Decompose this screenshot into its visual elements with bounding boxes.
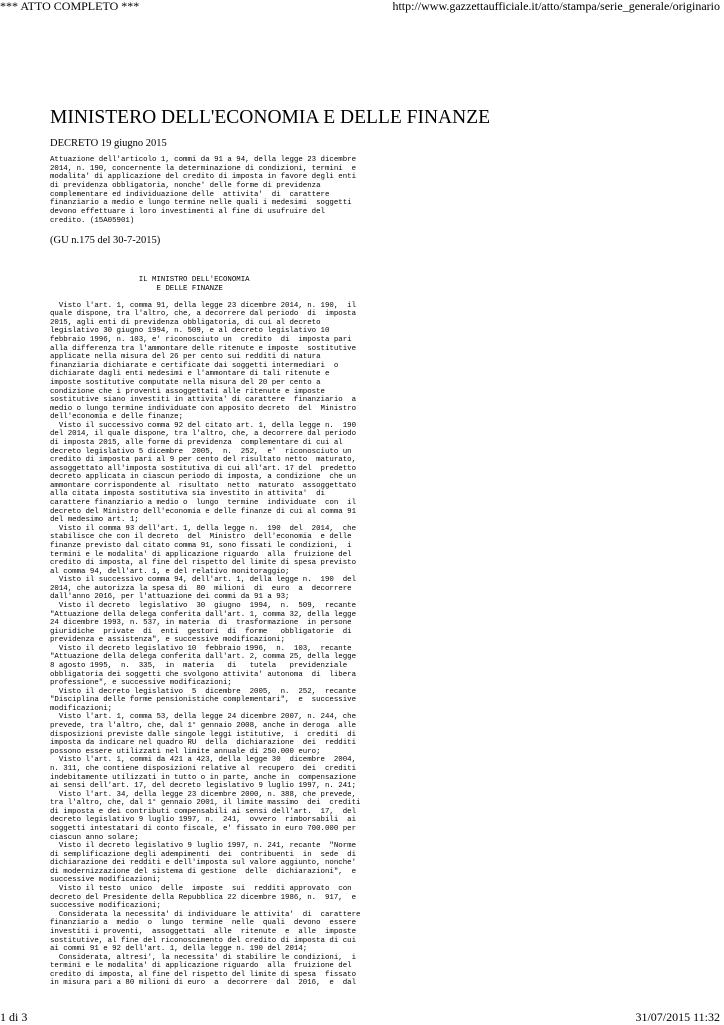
print-footer-datetime: 31/07/2015 11:32 <box>635 1010 720 1024</box>
decree-abstract: Attuazione dell'articolo 1, commi da 91 a 94, della legge 23 dicembre 2014, n. 190, concernente la determinazione di condizioni, termini e modalita' di applicazione del credito di imposta in favore degli enti di previdenza obbligatoria, nonche' delle forme di previdenza complementare ed individuazione delle attivita' di carattere finanziario a medio e lungo termine nelle quali i medesimi soggetti devono effettuare i loro investimenti al fine di usufruire del credito. (15A05901) <box>50 156 357 225</box>
print-header-url: http://www.gazzettaufficiale.it/atto/stampa/serie_generale/originario <box>392 0 720 13</box>
document-title: MINISTERO DELL'ECONOMIA E DELLE FINANZE <box>50 107 491 128</box>
decree-date: DECRETO 19 giugno 2015 <box>50 138 167 149</box>
decree-body: IL MINISTRO DELL'ECONOMIA E DELLE FINANZE Visto l'art. 1, comma 91, della legge 23 dicembre 2014, n. 190, il quale dispone, tra l'altro, che, a decorrere dal periodo di imposta 2015, agli enti di previdenza obbligatoria, di cui al decreto legislativo 30 giugno 1994, n. 509, e al decreto legislativo 10 febbraio 1996, n. 103, e' riconosciuto un credito di imposta pari alla differenza tra l'ammontare delle ritenute e imposte sostitutive applicate nella misura del 26 per cento sui redditi di natura finanziaria dichiarate e certificate dai soggetti intermediari o dichiarate dagli enti medesimi e l'ammontare di tali ritenute e imposte sostitutive computate nella misura del 20 per cento a condizione che i proventi assoggettati alle ritenute e imposte sostitutive siano investiti in attivita' di carattere finanziario a medio o lungo termine individuate con apposito decreto del Ministro dell'economia e delle finanze; Visto il successivo comma 92 del citato art. 1, della legge n. 190 del 2014, il quale dispone, tra l'altro, che, a decorrere dal periodo di imposta 2015, alle forme di previdenza complementare di cui al decreto legislativo 5 dicembre 2005, n. 252, e' riconosciuto un credito di imposta pari al 9 per cento del risultato netto maturato, assoggettato all'imposta sostitutiva di cui all'art. 17 del predetto decreto applicata in ciascun periodo di imposta, a condizione che un ammontare corrispondente al risultato netto maturato assoggettato alla citata imposta sostitutiva sia investito in attivita' di carattere finanziario a medio o lungo termine individuate con il decreto del Ministro dell'economia e delle finanze di cui al comma 91 del medesimo art. 1; Visto il comma 93 dell'art. 1, della legge n. 190 del 2014, che stabilisce che con il decreto del Ministro dell'economia e delle finanze previsto dal citato comma 91, sono fissati le condizioni, i termini e le modalita' di applicazione riguardo alla fruizione del credito di imposta, al fine del rispetto del limite di spesa previsto al comma 94, dell'art. 1, e del relativo monitoraggio; Visto il successivo comma 94, dell'art. 1, della legge n. 190 del 2014, che autorizza la spesa di 80 milioni di euro a decorrere dall'anno 2016, per l'attuazione dei commi da 91 a 93; Visto il decreto legislativo 30 giugno 1994, n. 509, recante "Attuazione della delega conferita dall'art. 1, comma 32, della legge 24 dicembre 1993, n. 537, in materia di trasformazione in persone giuridiche private di enti gestori di forme obbligatorie di previdenza e assistenza", e successive modificazioni; Visto il decreto legislativo 10 febbraio 1996, n. 103, recante "Attuazione della delega conferita dall'art. 2, comma 25, della legge 8 agosto 1995, n. 335, in materia di tutela previdenziale obbligatoria dei soggetti che svolgono attivita' autonoma di libera professione", e successive modificazioni; Visto il decreto legislativo 5 dicembre 2005, n. 252, recante "Disciplina delle forme pensionistiche complementari", e successive modificazioni; Visto l'art. 1, comma 53, della legge 24 dicembre 2007, n. 244, che prevede, tra l'altro, che, dal 1° gennaio 2008, anche in deroga alle disposizioni previste dalle singole leggi istitutive, i crediti di imposta da indicare nel quadro RU della dichiarazione dei redditi possono essere utilizzati nel limite annuale di 250.000 euro; Visto l'art. 1, commi da 421 a 423, della legge 30 dicembre 2004, n. 311, che contiene disposizioni relative al recupero dei crediti indebitamente utilizzati in tutto o in parte, anche in compensazione ai sensi dell'art. 17, del decreto legislativo 9 luglio 1997, n. 241; Visto l'art. 34, della legge 23 dicembre 2000, n. 388, che prevede, tra l'altro, che, dal 1° gennaio 2001, il limite massimo dei crediti di imposta e dei contributi compensabili ai sensi dell'art. 17, del decreto legislativo 9 luglio 1997, n. 241, ovvero rimborsabili ai soggetti intestatari di conto fiscale, e' fissato in euro 700.000 per ciascun anno solare; Visto il decreto legislativo 9 luglio 1997, n. 241, recante "Norme di semplificazione degli adempimenti dei contribuenti in sede di dichiarazione dei redditi e dell'imposta sul valore aggiunto, nonche' di modernizzazione del sistema di gestione delle dichiarazioni", e successive modificazioni; Visto il testo unico delle imposte sui redditi approvato con decreto del Presidente della Repubblica 22 dicembre 1986, n. 917, e successive modificazioni; Considerata la necessita' di individuare le attivita' di carattere finanziario a medio o lungo termine nelle quali devono essere investiti i proventi, assoggettati alle ritenute e alle imposte sostitutive, al fine del riconoscimento del credito di imposta di cui ai commi 91 e 92 dell'art. 1, della legge n. 190 del 2014; Considerata, altresi', la necessita' di stabilire le condizioni, i termini e le modalita' di applicazione riguardo alla fruizione del credito di imposta, al fine del rispetto del limite di spesa fissato in misura pari a 80 milioni di euro a decorrere dal 2016, e dal <box>50 276 361 988</box>
print-header-title: *** ATTO COMPLETO *** <box>0 0 140 13</box>
gazette-reference: (GU n.175 del 30-7-2015) <box>50 235 161 246</box>
print-footer-page: 1 di 3 <box>0 1010 28 1024</box>
